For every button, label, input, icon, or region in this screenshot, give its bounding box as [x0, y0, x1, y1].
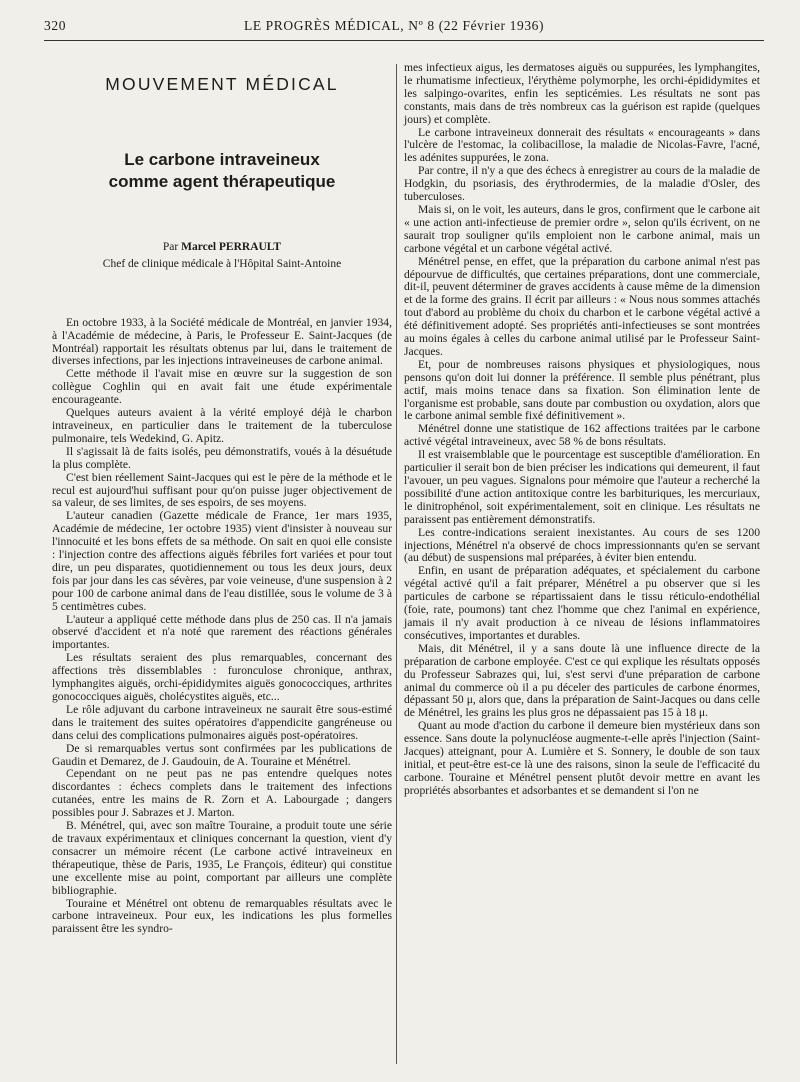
byline — [52, 241, 392, 254]
section-title: MOUVEMENT MÉDICAL — [105, 74, 339, 94]
paragraph: Il est vraisemblable que le pourcentage est susceptible d'amélioration. En particulier il serait bon de bien préciser les indications qui demeurent, il faut l'avouer, un peu vagues. Signalons pour mémoire que l'auteur a recherché la possibilité d'une action antitoxique contre les barbituriques, les mercuriaux, le dinitrophénol, soit expérimentalement, soit en clinique. Les résultats ne paraissent pas entièrement démonstratifs. — [404, 448, 760, 526]
author-name: Marcel PERRAULT — [181, 240, 282, 253]
article-title — [52, 149, 392, 193]
paragraph: C'est bien réellement Saint-Jacques qui est le père de la méthode et le recul est aujourd'hui suffisant pour qu'on puisse juger objectivement de sa valeur, de ses limites, de ses espoirs, de ses moyens. — [52, 470, 392, 510]
article-title-line-2: comme agent thérapeutique — [108, 171, 336, 191]
paragraph: Le carbone intraveineux donnerait des résultats « encourageants » dans l'ulcère de l'estomac, la colibacillose, la maladie de Nicolas-Favre, l'acné, les adénites suppurées, le zona. — [404, 125, 760, 165]
author-affiliation: Chef de clinique médicale à l'Hôpital Saint-Antoine — [102, 257, 342, 270]
right-column — [404, 62, 760, 798]
journal-title: LE PROGRÈS MÉDICAL, Nº 8 (22 Février 1936) — [244, 18, 545, 33]
paragraph: Quant au mode d'action du carbone il demeure bien mystérieux dans son essence. Sans doute la polynucléose augmente-t-elle après l'injection (Saint-Jacques) atteignant, pour A. Lumière et S. Sonnery, le double de son taux initial, et peut-être est-ce là une des raisons, sinon la seule de l'efficacité du carbone. Touraine et Ménétrel pensent plutôt devoir mettre en avant les propriétés absorbantes et adsorbantes et se demandent si l'on ne — [404, 719, 760, 797]
paragraph: Mais, dit Ménétrel, il y a sans doute là une influence directe de la préparation de carbone employée. C'est ce qui explique les résultats opposés du Professeur Sabrazes qui, lui, s'est servi d'une préparation de carbone animal du commerce où il a pu déceler des particules de carbone énormes, dépassant 50 μ, alors que, dans la préparation de Saint-Jacques ou dans celle de Ménétrel, les grains les plus gros ne dépassaient pas 15 à 18 μ. — [404, 641, 760, 720]
paragraph: Ménétrel pense, en effet, que la préparation du carbone animal n'est pas dépourvue de difficultés, que certaines préparations, dont une commerciale, dit-il, peuvent déterminer de graves accidents à cause même de la dimension et de la forme des grains. Il écrit par ailleurs : « Nous nous sommes attachés tout d'abord au problème du choix du charbon et le carbone végétal activé a été définitivement adopté. Ses propriétés anti-infectieuses se sont montrées au moins égales à celles du carbone animal utilisé par le Professeur Saint-Jacques. — [404, 254, 760, 358]
paragraph: Touraine et Ménétrel ont obtenu de remarquables résultats avec le carbone intraveineux. Pour eux, les indications les plus formelles paraissent être les syndro- — [52, 896, 392, 936]
paragraph: Ménétrel donne une statistique de 162 affections traitées par le carbone activé végétal intraveineux, avec 58 % de bons résultats. — [404, 422, 760, 449]
running-header — [44, 18, 764, 40]
paragraph: Le rôle adjuvant du carbone intraveineux ne saurait être sous-estimé dans le traitement des suites opératoires d'appendicite gangréneuse ou dans celui des complications pulmonaires aiguës post-opératoires. — [52, 702, 392, 742]
paragraph: L'auteur a appliqué cette méthode dans plus de 250 cas. Il n'a jamais observé d'accident et n'a noté que rarement des réactions générales importantes. — [52, 612, 392, 652]
paragraph: mes infectieux aigus, les dermatoses aiguës ou suppurées, les lymphangites, le rhumatisme infectieux, l'érythème polymorphe, les orchi-épididymites et les salpingo-ovarites, enfin les septicémies. Les résultats ne sont pas constants, mais dans de très nombreux cas la guérison est rapide (quelques jours) et complète. — [404, 61, 760, 126]
column-divider — [396, 64, 397, 1064]
paragraph: Enfin, en usant de préparation adéquates, et spécialement du carbone végétal activé qu'il a fait préparer, Ménétrel a pu observer que si les particules de carbone se répartissaient dans le tissu réticulo-endothélial (foie, rate, poumons) tant chez l'homme que chez l'animal en expérience, jamais il n'y avait production à ce niveau de lésions inflammatoires consécutives, importantes et durables. — [404, 564, 760, 642]
left-column — [52, 64, 392, 936]
header-rule — [44, 40, 764, 41]
paragraph: En octobre 1933, à la Société médicale de Montréal, en janvier 1934, à l'Académie de médecine, à Paris, le Professeur E. Saint-Jacques (de Montréal) rapportait les résultats obtenus par lui, dans le traitement de diverses infections, par les injections intraveineuses de carbone animal. — [52, 315, 392, 368]
paragraph: Et, pour de nombreuses raisons physiques et physiologiques, nous pensons qu'on doit lui donner la préférence. Il semble plus pénétrant, plus actif, mais moins tenace dans sa fixation. Son élimination lente de l'organisme est probable, sans doute par combustion ou oxydation, alors que le carbone animal semble fixé définitivement ». — [404, 357, 760, 423]
byline-prefix: Par — [162, 240, 179, 253]
paragraph: Quelques auteurs avaient à la vérité employé déjà le charbon intraveineux, en particulier dans le traitement de la tuberculose pulmonaire, tels Wedekind, G. Apitz. — [52, 406, 392, 445]
paragraph: Mais si, on le voit, les auteurs, dans le gros, confirment que le carbone ait « une action anti-infectieuse de premier ordre », selon qu'ils écrivent, on ne saurait trop souligner qu'ils emploient non le carbone animal, mais un carbone végétal et un carbone végétal activé. — [404, 202, 760, 255]
paragraph: Par contre, il n'y a que des échecs à enregistrer au cours de la maladie de Hodgkin, du psoriasis, des érythrodermies, de la maladie d'Osler, des tuberculoses. — [404, 164, 760, 204]
paragraph: Cependant on ne peut pas ne pas entendre quelques notes discordantes : échecs complets dans le traitement des infections cutanées, entre les mains de R. Zorn et A. Labourgade ; dangers possibles pour J. Sabrazes et J. Marton. — [52, 767, 392, 820]
page-number: 320 — [44, 18, 67, 33]
paragraph: De si remarquables vertus sont confirmées par les publications de Gaudin et Demarez, de J. Gaudouin, de A. Touraine et Ménétrel. — [52, 741, 392, 768]
paragraph: B. Ménétrel, qui, avec son maître Touraine, a produit toute une série de travaux expérimentaux et cliniques concernant la question, vient d'y consacrer un mémoire récent (Le carbone activé intraveineux en thérapeutique, thèse de Paris, 1935, Le François, éditeur) qui constitue une excellente mise au point, comportant par ailleurs une complète bibliographie. — [52, 819, 392, 897]
article-title-line-1: Le carbone intraveineux — [124, 149, 320, 169]
paragraph: Les résultats seraient des plus remarquables, concernant des affections très dissemblables : furonculose chronique, anthrax, lymphangites aiguës, orchi-épididymites aiguës gonococciques, arthrites gonococciques aiguës, cholécystites aiguës, etc... — [52, 651, 392, 703]
paragraph: Cette méthode il l'avait mise en œuvre sur la suggestion de son collègue Coghlin qui en avait fait une étude expérimentale encourageante. — [52, 367, 392, 407]
paragraph: Les contre-indications seraient inexistantes. Au cours de ses 1200 injections, Ménétrel n'a observé de chocs impressionnants qu'en se servant (au début) de suspensions mal préparées, à éviter bien entendu. — [404, 525, 760, 565]
paragraph: Il s'agissait là de faits isolés, peu démonstratifs, voués à la désuétude la plus complète. — [52, 444, 392, 471]
paragraph: L'auteur canadien (Gazette médicale de France, 1er mars 1935, Académie de médecine, 1er octobre 1935) vient d'insister à nouveau sur l'innocuité et les bons effets de sa méthode. On sait en quoi elle consiste : l'injection contre des affections aiguës fébriles fort variées et pour tout dire, un peu disparates, quotidiennement ou tous les deux jours, deux fois par jour dans les cas sévères, par voie veineuse, d'une suspension à 2 pour 100 de carbone animal dans de l'eau distillée, sous le volume de 3 à 5 centimètres cubes. — [52, 509, 392, 613]
left-body — [52, 317, 392, 937]
